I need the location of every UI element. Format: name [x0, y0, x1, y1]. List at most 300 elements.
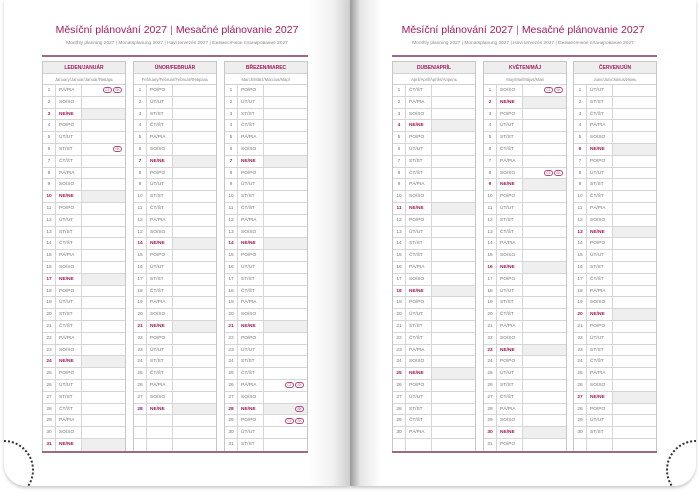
- day-number: 5: [225, 132, 238, 143]
- day-note-field[interactable]: [264, 144, 307, 155]
- day-row: [43, 144, 125, 156]
- day-note-field[interactable]: [613, 250, 656, 261]
- weekday: SO/SO: [406, 356, 432, 367]
- day-note-field[interactable]: [523, 356, 566, 367]
- day-note-field[interactable]: [173, 345, 216, 356]
- day-row: [393, 120, 475, 132]
- day-number: 11: [393, 203, 406, 214]
- day-note-field[interactable]: [523, 109, 566, 120]
- day-note-field[interactable]: [173, 132, 216, 143]
- day-note-field[interactable]: [82, 120, 125, 131]
- day-note-field[interactable]: [432, 144, 475, 155]
- day-note-field[interactable]: [173, 179, 216, 190]
- day-note-field[interactable]: [173, 85, 216, 96]
- day-note-field[interactable]: [432, 168, 475, 179]
- weekday: SO/SO: [497, 250, 523, 261]
- day-note-field[interactable]: [523, 262, 566, 273]
- day-note-field[interactable]: [613, 227, 656, 238]
- day-note-field[interactable]: [523, 203, 566, 214]
- day-number: 31: [225, 439, 238, 451]
- day-note-field[interactable]: [523, 97, 566, 108]
- day-note-field[interactable]: [82, 356, 125, 367]
- day-note-field[interactable]: [613, 439, 656, 451]
- day-number: 6: [43, 144, 56, 155]
- day-note-field[interactable]: [173, 286, 216, 297]
- weekday: PÁ/PIA: [406, 179, 432, 190]
- day-note-field[interactable]: [173, 156, 216, 167]
- day-note-field[interactable]: [523, 85, 566, 96]
- day-note-field[interactable]: [523, 215, 566, 226]
- day-note-field[interactable]: [523, 415, 566, 426]
- day-note-field[interactable]: [173, 392, 216, 403]
- day-number: 16: [484, 262, 497, 273]
- day-note-field[interactable]: [432, 156, 475, 167]
- day-note-field[interactable]: [173, 380, 216, 391]
- weekday: ÚT/UT: [147, 345, 173, 356]
- day-number: 29: [225, 415, 238, 426]
- weekday: ÚT/UT: [406, 227, 432, 238]
- day-note-field[interactable]: [523, 227, 566, 238]
- day-number: 1: [225, 85, 238, 96]
- day-row: [484, 415, 566, 427]
- day-note-field[interactable]: [264, 286, 307, 297]
- day-number: 6: [134, 144, 147, 155]
- day-note-field[interactable]: [613, 179, 656, 190]
- day-row: [134, 297, 216, 309]
- day-note-field[interactable]: [264, 227, 307, 238]
- day-note-field[interactable]: [523, 309, 566, 320]
- day-note-field[interactable]: [173, 356, 216, 367]
- day-note-field[interactable]: [264, 427, 307, 438]
- day-number: 12: [484, 215, 497, 226]
- day-note-field[interactable]: [432, 109, 475, 120]
- day-number: 16: [43, 262, 56, 273]
- day-number: 20: [393, 309, 406, 320]
- weekday: NE/NE: [238, 404, 264, 415]
- day-note-field[interactable]: [523, 168, 566, 179]
- day-note-field[interactable]: [432, 238, 475, 249]
- day-note-field[interactable]: [82, 238, 125, 249]
- day-note-field[interactable]: [613, 97, 656, 108]
- day-number: 5: [393, 132, 406, 143]
- day-number: 10: [43, 191, 56, 202]
- day-note-field[interactable]: [82, 156, 125, 167]
- day-note-field[interactable]: [173, 368, 216, 379]
- day-row: [574, 404, 656, 416]
- day-number: 20: [43, 309, 56, 320]
- day-note-field[interactable]: [613, 109, 656, 120]
- month-subtitle: June/Juni/Június/Июнь: [574, 74, 656, 85]
- day-note-field[interactable]: [82, 250, 125, 261]
- day-note-field[interactable]: [613, 309, 656, 320]
- day-note-field[interactable]: [432, 97, 475, 108]
- day-row: [393, 309, 475, 321]
- weekday: ÚT/UT: [406, 144, 432, 155]
- day-note-field[interactable]: [613, 356, 656, 367]
- day-note-field[interactable]: [432, 380, 475, 391]
- day-number: 19: [134, 297, 147, 308]
- day-note-field[interactable]: [523, 156, 566, 167]
- title-sk: Mesačné plánovanie 2027: [175, 24, 299, 36]
- day-row: [574, 215, 656, 227]
- day-number: 21: [393, 321, 406, 332]
- holiday-badge-icon: SK: [295, 382, 304, 388]
- day-row: [574, 85, 656, 97]
- day-note-field[interactable]: [432, 262, 475, 273]
- day-number: 26: [43, 380, 56, 391]
- weekday: ČT/ŠT: [587, 274, 613, 285]
- day-note-field[interactable]: [523, 179, 566, 190]
- weekday: NE/NE: [56, 439, 82, 451]
- weekday: ČT/ŠT: [406, 168, 432, 179]
- day-note-field[interactable]: [264, 97, 307, 108]
- day-note-field[interactable]: [523, 404, 566, 415]
- day-note-field[interactable]: [432, 333, 475, 344]
- weekday: ČT/ŠT: [238, 286, 264, 297]
- day-note-field[interactable]: [264, 191, 307, 202]
- day-note-field[interactable]: [82, 179, 125, 190]
- day-note-field[interactable]: [432, 356, 475, 367]
- day-note-field[interactable]: [264, 250, 307, 261]
- day-note-field[interactable]: [82, 203, 125, 214]
- day-note-field[interactable]: [264, 120, 307, 131]
- weekday: ČT/ŠT: [56, 321, 82, 332]
- day-note-field[interactable]: [432, 85, 475, 96]
- weekday: NE/NE: [238, 321, 264, 332]
- day-note-field[interactable]: [82, 368, 125, 379]
- weekday: ČT/ŠT: [587, 356, 613, 367]
- day-row: [43, 203, 125, 215]
- day-note-field[interactable]: [82, 191, 125, 202]
- day-note-field[interactable]: [173, 262, 216, 273]
- day-note-field[interactable]: [432, 297, 475, 308]
- day-note-field[interactable]: [82, 333, 125, 344]
- day-note-field[interactable]: [523, 392, 566, 403]
- day-note-field[interactable]: [523, 297, 566, 308]
- day-note-field[interactable]: [82, 404, 125, 415]
- weekday: PO/PO: [406, 380, 432, 391]
- day-note-field[interactable]: [613, 168, 656, 179]
- day-note-field[interactable]: [264, 156, 307, 167]
- day-note-field[interactable]: [173, 427, 216, 438]
- day-note-field[interactable]: [173, 439, 216, 451]
- day-note-field[interactable]: [264, 404, 307, 415]
- day-note-field[interactable]: [264, 368, 307, 379]
- day-note-field[interactable]: [613, 380, 656, 391]
- day-number: 17: [134, 274, 147, 285]
- day-note-field[interactable]: [82, 427, 125, 438]
- day-note-field[interactable]: [432, 392, 475, 403]
- day-note-field[interactable]: [613, 274, 656, 285]
- day-note-field[interactable]: [264, 238, 307, 249]
- day-note-field[interactable]: [523, 368, 566, 379]
- day-note-field[interactable]: [613, 262, 656, 273]
- day-row: [43, 85, 125, 97]
- day-note-field[interactable]: [82, 392, 125, 403]
- weekday: ST/ST: [587, 179, 613, 190]
- day-note-field[interactable]: [432, 321, 475, 332]
- day-note-field[interactable]: [173, 144, 216, 155]
- day-note-field[interactable]: [264, 215, 307, 226]
- day-note-field[interactable]: [613, 333, 656, 344]
- day-note-field[interactable]: [523, 345, 566, 356]
- day-note-field[interactable]: [173, 168, 216, 179]
- day-note-field[interactable]: [82, 97, 125, 108]
- weekday: PO/PO: [497, 191, 523, 202]
- day-note-field[interactable]: [173, 97, 216, 108]
- day-note-field[interactable]: [432, 345, 475, 356]
- day-note-field[interactable]: [82, 144, 125, 155]
- day-note-field[interactable]: [264, 380, 307, 391]
- day-note-field[interactable]: [613, 427, 656, 438]
- day-note-field[interactable]: [613, 368, 656, 379]
- day-number: [134, 439, 147, 451]
- day-row: [134, 345, 216, 357]
- day-note-field[interactable]: [613, 238, 656, 249]
- day-number: 11: [225, 203, 238, 214]
- day-number: 12: [225, 215, 238, 226]
- day-number: 7: [393, 156, 406, 167]
- day-number: 22: [574, 333, 587, 344]
- day-note-field[interactable]: [523, 427, 566, 438]
- day-note-field[interactable]: [173, 309, 216, 320]
- day-row: [393, 415, 475, 427]
- day-note-field[interactable]: [264, 132, 307, 143]
- day-note-field[interactable]: [173, 415, 216, 426]
- holiday-badge-icon: SK: [554, 87, 563, 93]
- day-note-field[interactable]: [82, 262, 125, 273]
- day-row: [43, 368, 125, 380]
- weekday: PÁ/PIA: [147, 215, 173, 226]
- weekday: ÚT/UT: [56, 297, 82, 308]
- day-note-field[interactable]: [264, 321, 307, 332]
- weekday: ÚT/UT: [587, 250, 613, 261]
- weekday: PO/PO: [587, 321, 613, 332]
- weekday: NE/NE: [147, 404, 173, 415]
- day-row: [134, 333, 216, 345]
- day-number: 28: [43, 404, 56, 415]
- day-note-field[interactable]: [523, 120, 566, 131]
- day-number: 27: [393, 392, 406, 403]
- day-note-field[interactable]: [613, 321, 656, 332]
- day-note-field[interactable]: [82, 168, 125, 179]
- day-note-field[interactable]: [82, 286, 125, 297]
- day-row: [484, 368, 566, 380]
- weekday: SO/SO: [56, 179, 82, 190]
- day-row: [43, 321, 125, 333]
- day-note-field[interactable]: [523, 333, 566, 344]
- day-row: [225, 156, 307, 168]
- day-note-field[interactable]: [613, 404, 656, 415]
- day-note-field[interactable]: [82, 132, 125, 143]
- day-note-field[interactable]: [432, 309, 475, 320]
- day-note-field[interactable]: [613, 215, 656, 226]
- day-row: [574, 168, 656, 180]
- day-note-field[interactable]: [523, 144, 566, 155]
- month-name: ČERVEN/JÚN: [574, 62, 656, 74]
- day-note-field[interactable]: [432, 227, 475, 238]
- day-note-field[interactable]: [613, 144, 656, 155]
- day-note-field[interactable]: [173, 238, 216, 249]
- weekday: ČT/ŠT: [56, 238, 82, 249]
- day-note-field[interactable]: [264, 274, 307, 285]
- day-number: 30: [393, 427, 406, 438]
- day-note-field[interactable]: [264, 297, 307, 308]
- weekday: NE/NE: [497, 179, 523, 190]
- day-note-field[interactable]: [432, 215, 475, 226]
- day-note-field[interactable]: [82, 415, 125, 426]
- day-note-field[interactable]: [173, 227, 216, 238]
- day-note-field[interactable]: [264, 345, 307, 356]
- day-row: [225, 227, 307, 239]
- weekday: ST/ST: [147, 274, 173, 285]
- weekday: ST/ST: [497, 132, 523, 143]
- day-row: [574, 286, 656, 298]
- day-number: 8: [43, 168, 56, 179]
- day-note-field[interactable]: [523, 380, 566, 391]
- day-note-field[interactable]: [523, 286, 566, 297]
- day-number: 27: [484, 392, 497, 403]
- day-note-field[interactable]: [173, 120, 216, 131]
- day-note-field[interactable]: [264, 179, 307, 190]
- day-row: [393, 392, 475, 404]
- day-number: 14: [43, 238, 56, 249]
- day-row: [393, 368, 475, 380]
- day-note-field[interactable]: [432, 132, 475, 143]
- day-note-field[interactable]: [82, 297, 125, 308]
- weekday: SO/SO: [238, 144, 264, 155]
- day-note-field[interactable]: [613, 297, 656, 308]
- day-note-field[interactable]: [432, 203, 475, 214]
- day-note-field[interactable]: [82, 274, 125, 285]
- day-note-field[interactable]: [432, 368, 475, 379]
- weekday: ČT/ŠT: [497, 392, 523, 403]
- day-note-field[interactable]: [432, 120, 475, 131]
- day-note-field[interactable]: [613, 85, 656, 96]
- day-note-field[interactable]: [523, 191, 566, 202]
- day-number: 2: [225, 97, 238, 108]
- day-note-field[interactable]: [173, 321, 216, 332]
- day-note-field[interactable]: [264, 203, 307, 214]
- day-row: [574, 380, 656, 392]
- day-note-field[interactable]: [264, 309, 307, 320]
- weekday: PO/PO: [587, 156, 613, 167]
- day-note-field[interactable]: [173, 215, 216, 226]
- day-note-field[interactable]: [264, 109, 307, 120]
- day-note-field[interactable]: [432, 404, 475, 415]
- day-note-field[interactable]: [523, 250, 566, 261]
- weekday: PÁ/PIA: [56, 85, 82, 96]
- day-note-field[interactable]: [432, 179, 475, 190]
- day-note-field[interactable]: [613, 345, 656, 356]
- day-note-field[interactable]: [82, 380, 125, 391]
- day-number: 22: [43, 333, 56, 344]
- day-note-field[interactable]: [432, 274, 475, 285]
- day-note-field[interactable]: [613, 286, 656, 297]
- day-row: [134, 120, 216, 132]
- weekday: PO/PO: [497, 109, 523, 120]
- weekday: ČT/ŠT: [587, 191, 613, 202]
- day-note-field[interactable]: [173, 191, 216, 202]
- day-note-field[interactable]: [264, 168, 307, 179]
- weekday: ST/ST: [56, 227, 82, 238]
- day-note-field[interactable]: [432, 286, 475, 297]
- day-note-field[interactable]: [173, 250, 216, 261]
- day-note-field[interactable]: [173, 333, 216, 344]
- weekday: SO/SO: [406, 109, 432, 120]
- day-note-field[interactable]: [613, 132, 656, 143]
- day-note-field[interactable]: [82, 85, 125, 96]
- day-row: [484, 250, 566, 262]
- day-note-field[interactable]: [264, 392, 307, 403]
- day-note-field[interactable]: [523, 274, 566, 285]
- day-note-field[interactable]: [523, 238, 566, 249]
- day-note-field[interactable]: [432, 427, 475, 438]
- day-note-field[interactable]: [613, 191, 656, 202]
- day-row: [574, 97, 656, 109]
- day-note-field[interactable]: [264, 439, 307, 451]
- day-note-field[interactable]: [82, 227, 125, 238]
- day-note-field[interactable]: [613, 415, 656, 426]
- day-note-field[interactable]: [523, 132, 566, 143]
- day-note-field[interactable]: [523, 439, 566, 451]
- day-note-field[interactable]: [264, 333, 307, 344]
- day-number: 1: [484, 85, 497, 96]
- day-note-field[interactable]: [264, 85, 307, 96]
- day-row: [43, 439, 125, 451]
- weekday: ST/ST: [56, 309, 82, 320]
- day-number: 1: [43, 85, 56, 96]
- day-note-field[interactable]: [173, 404, 216, 415]
- day-note-field[interactable]: [264, 356, 307, 367]
- day-note-field[interactable]: [82, 215, 125, 226]
- weekday: PO/PO: [238, 333, 264, 344]
- day-note-field[interactable]: [173, 203, 216, 214]
- day-number: 7: [134, 156, 147, 167]
- day-row: [484, 439, 566, 451]
- day-row: [43, 404, 125, 416]
- day-note-field[interactable]: [82, 109, 125, 120]
- day-note-field[interactable]: [432, 439, 475, 451]
- day-note-field[interactable]: [82, 309, 125, 320]
- day-note-field[interactable]: [613, 120, 656, 131]
- day-note-field[interactable]: [432, 415, 475, 426]
- day-note-field[interactable]: [523, 321, 566, 332]
- day-note-field[interactable]: [82, 439, 125, 451]
- day-note-field[interactable]: [173, 297, 216, 308]
- day-number: 16: [134, 262, 147, 273]
- day-note-field[interactable]: [432, 250, 475, 261]
- day-note-field[interactable]: [82, 321, 125, 332]
- weekday: NE/NE: [238, 238, 264, 249]
- day-note-field[interactable]: [173, 274, 216, 285]
- day-note-field[interactable]: [264, 262, 307, 273]
- day-note-field[interactable]: [613, 392, 656, 403]
- weekday: PO/PO: [238, 85, 264, 96]
- day-row: [393, 274, 475, 286]
- weekday: ST/ST: [497, 215, 523, 226]
- day-number: 23: [43, 345, 56, 356]
- day-note-field[interactable]: [173, 109, 216, 120]
- weekday: SO/SO: [238, 309, 264, 320]
- day-note-field[interactable]: [82, 345, 125, 356]
- day-note-field[interactable]: [432, 191, 475, 202]
- day-row: [484, 262, 566, 274]
- day-number: 11: [574, 203, 587, 214]
- day-note-field[interactable]: [613, 203, 656, 214]
- day-note-field[interactable]: [613, 156, 656, 167]
- day-note-field[interactable]: [264, 415, 307, 426]
